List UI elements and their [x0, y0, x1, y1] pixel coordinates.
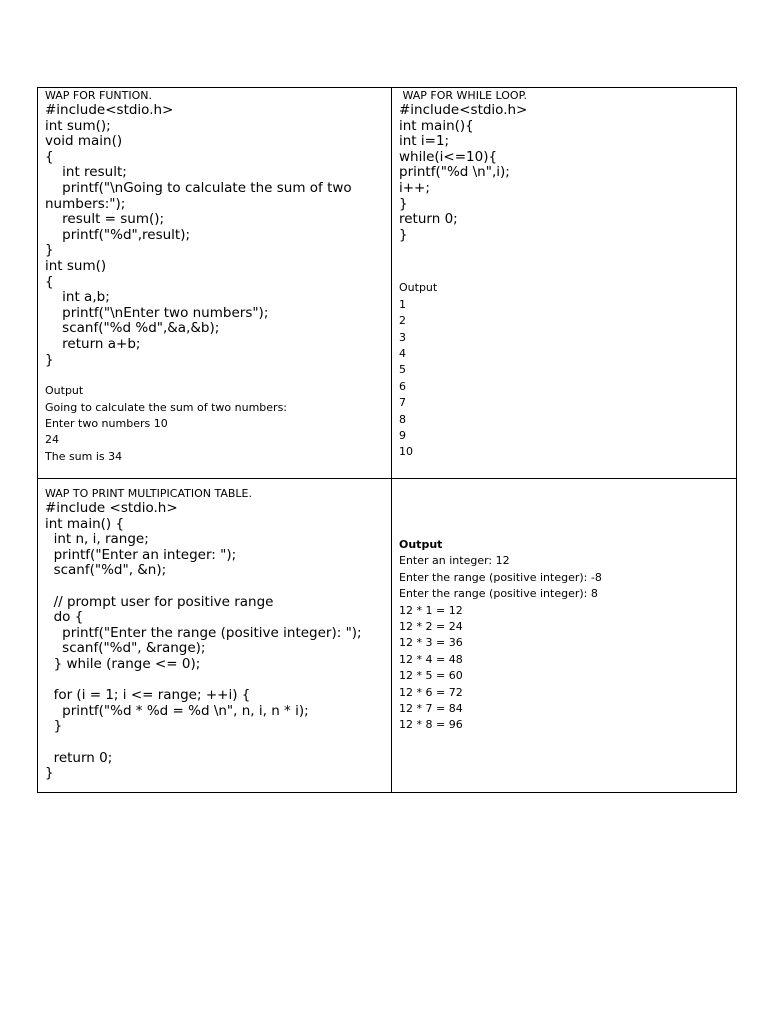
code-line: printf("Enter an integer: ");: [45, 546, 237, 563]
code-line: printf("%d \n",i);: [399, 164, 510, 181]
output-line: 7: [399, 396, 406, 410]
output-line: Enter an integer: 12: [399, 554, 510, 568]
code-line: return 0;: [45, 749, 113, 766]
multiplication-output-title: Output: [399, 538, 443, 551]
code-line: int result;: [45, 164, 127, 181]
code-line: printf("\nGoing to calculate the sum of two numbers:");: [45, 179, 356, 212]
code-line: scanf("%d", &n);: [45, 562, 167, 579]
code-line: printf("Enter the range (positive integer): ");: [45, 624, 362, 641]
while-loop-cell: [392, 88, 737, 479]
output-line: 12 * 7 = 84: [399, 702, 463, 716]
code-line: scanf("%d", &range);: [45, 640, 206, 657]
code-line: }: [45, 351, 54, 368]
output-line: 24: [45, 433, 59, 447]
code-line: result = sum();: [45, 211, 165, 228]
code-line: }: [45, 765, 54, 782]
code-line: } while (range <= 0);: [45, 655, 201, 672]
code-line: return a+b;: [45, 335, 141, 352]
output-line: Going to calculate the sum of two numbers:: [45, 400, 288, 414]
code-line: for (i = 1; i <= range; ++i) {: [45, 687, 251, 704]
multiplication-output-block: [399, 553, 732, 733]
code-line: i++;: [399, 179, 430, 196]
code-line: scanf("%d %d",&a,&b);: [45, 320, 220, 337]
function-heading: WAP FOR FUNTION.: [45, 89, 153, 102]
while-loop-code-block: [399, 103, 732, 243]
code-line: int sum();: [45, 117, 111, 134]
output-line: Enter the range (positive integer): 8: [399, 587, 598, 601]
function-cell: [38, 88, 392, 479]
multiplication-table-code-block: [45, 501, 387, 782]
function-output-title: Output: [45, 384, 84, 398]
code-line: }: [399, 195, 408, 212]
output-line: The sum is 34: [45, 449, 123, 463]
code-line: printf("%d",result);: [45, 226, 191, 243]
code-line: }: [45, 718, 63, 735]
code-line: do {: [45, 609, 84, 626]
output-line: Enter the range (positive integer): -8: [399, 570, 602, 584]
output-line: 5: [399, 363, 406, 377]
table-row: [38, 479, 737, 793]
output-line: 3: [399, 330, 406, 344]
table-row: [38, 88, 737, 479]
while-loop-heading: WAP FOR WHILE LOOP.: [399, 89, 527, 102]
output-line: 1: [399, 297, 406, 311]
output-line: 8: [399, 412, 406, 426]
output-line: 10: [399, 445, 413, 459]
code-line: while(i<=10){: [399, 148, 498, 165]
code-line: int main(){: [399, 117, 474, 134]
output-line: 4: [399, 346, 406, 360]
code-line: int a,b;: [45, 289, 110, 306]
output-line: 12 * 2 = 24: [399, 620, 463, 634]
code-line: return 0;: [399, 211, 458, 228]
output-line: 12 * 3 = 36: [399, 636, 463, 650]
output-line: 2: [399, 314, 406, 328]
code-line: #include<stdio.h>: [399, 102, 528, 118]
code-line: int i=1;: [399, 133, 450, 150]
function-output-block: [45, 400, 387, 466]
code-line: int main() {: [45, 515, 125, 532]
code-line: printf("\nEnter two numbers");: [45, 304, 269, 321]
output-line: 12 * 1 = 12: [399, 603, 463, 617]
code-line: int sum(): [45, 257, 107, 274]
code-line: [45, 735, 387, 751]
while-loop-output-block: [399, 297, 732, 461]
code-line: #include<stdio.h>: [45, 102, 174, 118]
output-line: Enter two numbers 10: [45, 416, 168, 430]
code-line: {: [45, 273, 54, 290]
multiplication-table-cell: [38, 479, 392, 793]
multiplication-table-heading: WAP TO PRINT MULTIPICATION TABLE.: [45, 487, 252, 500]
code-line: [45, 579, 387, 595]
code-line: // prompt user for positive range: [45, 593, 274, 610]
output-line: 9: [399, 429, 406, 442]
output-line: 12 * 6 = 72: [399, 685, 463, 699]
code-line: }: [45, 242, 54, 259]
output-line: 12 * 4 = 48: [399, 652, 463, 666]
code-line: [45, 673, 387, 689]
code-line: int n, i, range;: [45, 531, 149, 548]
output-line: 12 * 8 = 96: [399, 718, 463, 732]
multiplication-output-cell: [392, 479, 737, 793]
code-line: #include <stdio.h>: [45, 500, 178, 516]
code-line: void main(): [45, 133, 123, 150]
while-loop-output-title: Output: [399, 281, 438, 295]
code-line: printf("%d * %d = %d \n", n, i, n * i);: [45, 702, 309, 719]
code-line: }: [399, 226, 408, 243]
function-code-block: [45, 103, 387, 368]
code-line: {: [45, 148, 54, 165]
output-line: 12 * 5 = 60: [399, 669, 463, 683]
output-line: 6: [399, 379, 406, 393]
program-table: [37, 87, 737, 793]
